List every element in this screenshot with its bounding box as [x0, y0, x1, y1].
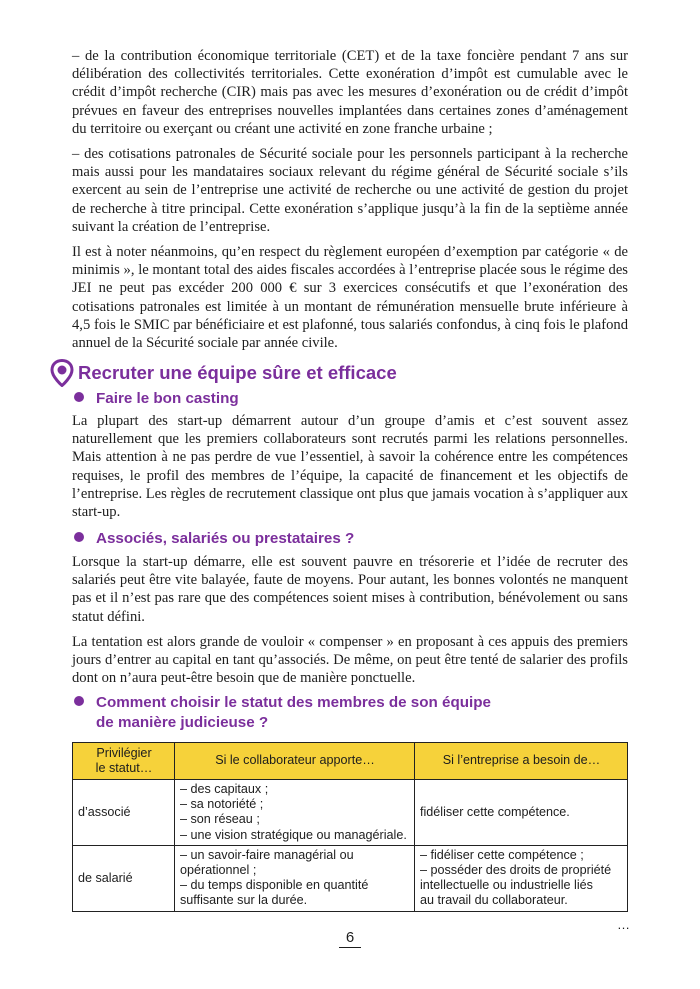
- subheading-casting: [74, 389, 239, 409]
- casting-block: [72, 412, 628, 528]
- bullet-icon: [74, 392, 84, 402]
- associes-paragraph-2: La tentation est alors grande de vouloir « compenser » en proposant à ces appuis des premiers jours d’entrer au capital en tant qu’associés. De même, on peut être tenté de salarier des profils dont on n’aura peut-être besoin que de manière ponctuelle.: [72, 633, 628, 687]
- cell-apporte: – des capitaux ; – sa notoriété ; – son réseau ; – une vision stratégique ou managériale.: [175, 780, 415, 846]
- bullet-icon: [74, 532, 84, 542]
- section-heading: [50, 359, 397, 387]
- intro-paragraph-cotisations: – des cotisations patronales de Sécurité sociale pour les personnels participant à la recherche mais aussi pour les mandataires sociaux relevant du régime général de Sécurité sociale s’ils exercent au sein de l’entreprise une activité de recherche ou une activité de gestion du projet de recherche à titre principal. Cette exonération s’applique jusqu’à la fin de la septième année suivant la création de l’entreprise.: [72, 146, 628, 235]
- subheading-associes: [74, 529, 354, 549]
- table-header-row: [73, 743, 628, 780]
- bullet-icon: [74, 696, 84, 706]
- table-row: [73, 780, 628, 846]
- header-statut: Privilégier le statut…: [73, 743, 175, 780]
- intro-paragraph-de-minimis: Il est à noter néanmoins, qu’en respect du règlement européen d’exemption par catégorie « de minimis », le montant total des aides fiscales accordées à l’entreprise placée sous le régime des JEI ne peut pas excéder 200 000 € sur 3 exercices consécutifs et que l’exonération des cotisations patronales est limitée à un montant de rémunération mensuelle brute inférieure à 4,5 fois le SMIC par bénéficiaire et est plafonné, tous salariés confondus, à cinq fois le plafond annuel de la Sécurité sociale par année civile.: [72, 244, 628, 352]
- cell-besoin: fidéliser cette compétence.: [415, 780, 628, 846]
- intro-block: [72, 47, 628, 359]
- subheading-statut: [74, 693, 491, 733]
- cell-apporte: – un savoir-faire managérial ou opérationnel ; – du temps disponible en quantité suffisante sur la durée.: [175, 845, 415, 911]
- cell-statut: de salarié: [73, 845, 175, 911]
- table-row: [73, 845, 628, 911]
- header-besoin: Si l’entreprise a besoin de…: [415, 743, 628, 780]
- subheading-associes-text: Associés, salariés ou prestataires ?: [96, 530, 355, 547]
- continuation-mark: …: [617, 917, 630, 932]
- subheading-statut-line2: de manière judicieuse ?: [96, 714, 269, 731]
- header-apporte: Si le collaborateur apporte…: [175, 743, 415, 780]
- section-title: Recruter une équipe sûre et efficace: [78, 362, 397, 383]
- subheading-statut-line1: Comment choisir le statut des membres de son équipe: [96, 694, 491, 711]
- location-pin-icon: [50, 359, 74, 387]
- cell-besoin: – fidéliser cette compétence ; – posséder des droits de propriété intellectuelle ou industrielle liés au travail du collaborateur.: [415, 845, 628, 911]
- associes-paragraph-1: Lorsque la start-up démarre, elle est souvent pauvre en trésorerie et l’idée de recruter des salariés peut être vite balayée, faute de moyens. Pour autant, les bonnes volontés ne manquent pas et il n’est pas rare que des compétences soient mises à contribution, bénévolement ou sans statut défini.: [72, 554, 628, 625]
- associes-block: [72, 553, 628, 694]
- statut-table: [72, 742, 628, 912]
- subheading-casting-text: Faire le bon casting: [96, 390, 239, 407]
- cell-statut: d’associé: [73, 780, 175, 846]
- casting-paragraph: La plupart des start-up démarrent autour d’un groupe d’amis et c’est souvent assez naturellement que les premiers collaborateurs sont recrutés parmi les relations personnelles. Mais attention à ne pas perdre de vue l’essentiel, à savoir la cohérence entre les compétences requises, le profil des membres de l’équipe, la capacité de financement et les objectifs de l’entreprise. Les règles de recrutement classique ont plus que jamais vocation à s’appliquer aux start-up.: [72, 413, 628, 521]
- page-number: 6: [339, 929, 361, 948]
- intro-paragraph-cet: – de la contribution économique territoriale (CET) et de la taxe foncière pendant 7 ans sur délibération des collectivités territoriales. Cette exonération d’impôt est cumulable avec le crédit d’impôt recherche (CIR) mais pas avec les mesures d’exonération ou de crédit d’impôt prévues en faveur des entreprises nouvelles implantées dans certaines zones d’aménagement du territoire ou exerçant ou créant une activité en zone franche urbaine ;: [72, 48, 628, 137]
